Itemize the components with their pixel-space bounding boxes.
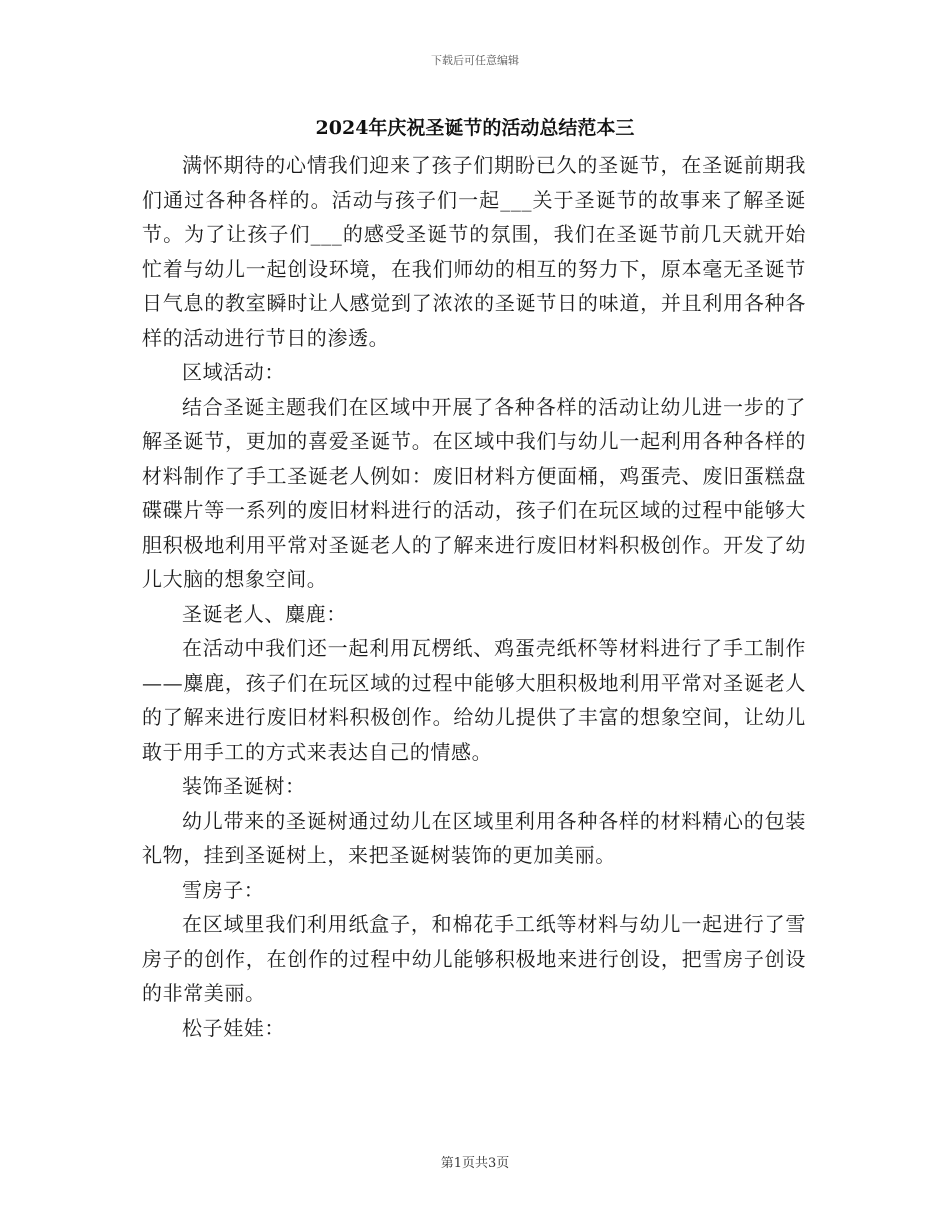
page-number: 第1页共3页 [440, 1156, 510, 1171]
paragraph-santa-reindeer: 在活动中我们还一起利用瓦楞纸、鸡蛋壳纸杯等材料进行了手工制作——麋鹿，孩子们在玩区域的过程中能够大胆积极地利用平常对圣诞老人的了解来进行废旧材料积极创作。给幼儿提供了丰富的想象空间，让幼儿敢于用手工的方式来表达自己的情感。 [142, 636, 806, 764]
section-heading-area-activities: 区域活动： [182, 360, 285, 384]
section-heading-santa-reindeer: 圣诞老人、麋鹿： [182, 601, 347, 626]
paragraph-intro: 满怀期待的心情我们迎来了孩子们期盼已久的圣诞节，在圣诞前期我们通过各种各样的。活动与孩子们一起___关于圣诞节的故事来了解圣诞节。为了让孩子们___的感受圣诞节的氛围，我们在圣诞节前几天就开始忙着与幼儿一起创设环境，在我们师幼的相互的努力下，原本毫无圣诞节日气息的教室瞬时让人感觉到了浓浓的圣诞节日的味道，并且利用各种各样的活动进行节日的渗透。 [142, 153, 806, 350]
section-heading-decorate-tree: 装饰圣诞树： [182, 774, 306, 798]
paragraph-snow-house: 在区域里我们利用纸盒子，和棉花手工纸等材料与幼儿一起进行了雪房子的创作，在创作的过程中幼儿能够积极地来进行创设，把雪房子创设的非常美丽。 [142, 912, 806, 1005]
section-heading-pinecone-doll: 松子娃娃： [182, 1015, 285, 1040]
section-heading-snow-house: 雪房子： [182, 877, 265, 902]
document-body [142, 148, 806, 1045]
paragraph-area-activities: 结合圣诞主题我们在区域中开展了各种各样的活动让幼儿进一步的了解圣诞节，更加的喜爱圣诞节。在区域中我们与幼儿一起利用各种各样的材料制作了手工圣诞老人例如：废旧材料方便面桶，鸡蛋壳、废旧蛋糕盘碟碟片等一系列的废旧材料进行的活动，孩子们在玩区域的过程中能够大胆积极地利用平常对圣诞老人的了解来进行废旧材料积极创作。开发了幼儿大脑的想象空间。 [142, 394, 806, 591]
page-header-note: 下载后可任意编辑 [431, 54, 519, 67]
document-title: 2024年庆祝圣诞节的活动总结范本三 [315, 117, 635, 139]
paragraph-decorate-tree: 幼儿带来的圣诞树通过幼儿在区域里利用各种各样的材料精心的包装礼物，挂到圣诞树上，来把圣诞树装饰的更加美丽。 [142, 808, 806, 867]
